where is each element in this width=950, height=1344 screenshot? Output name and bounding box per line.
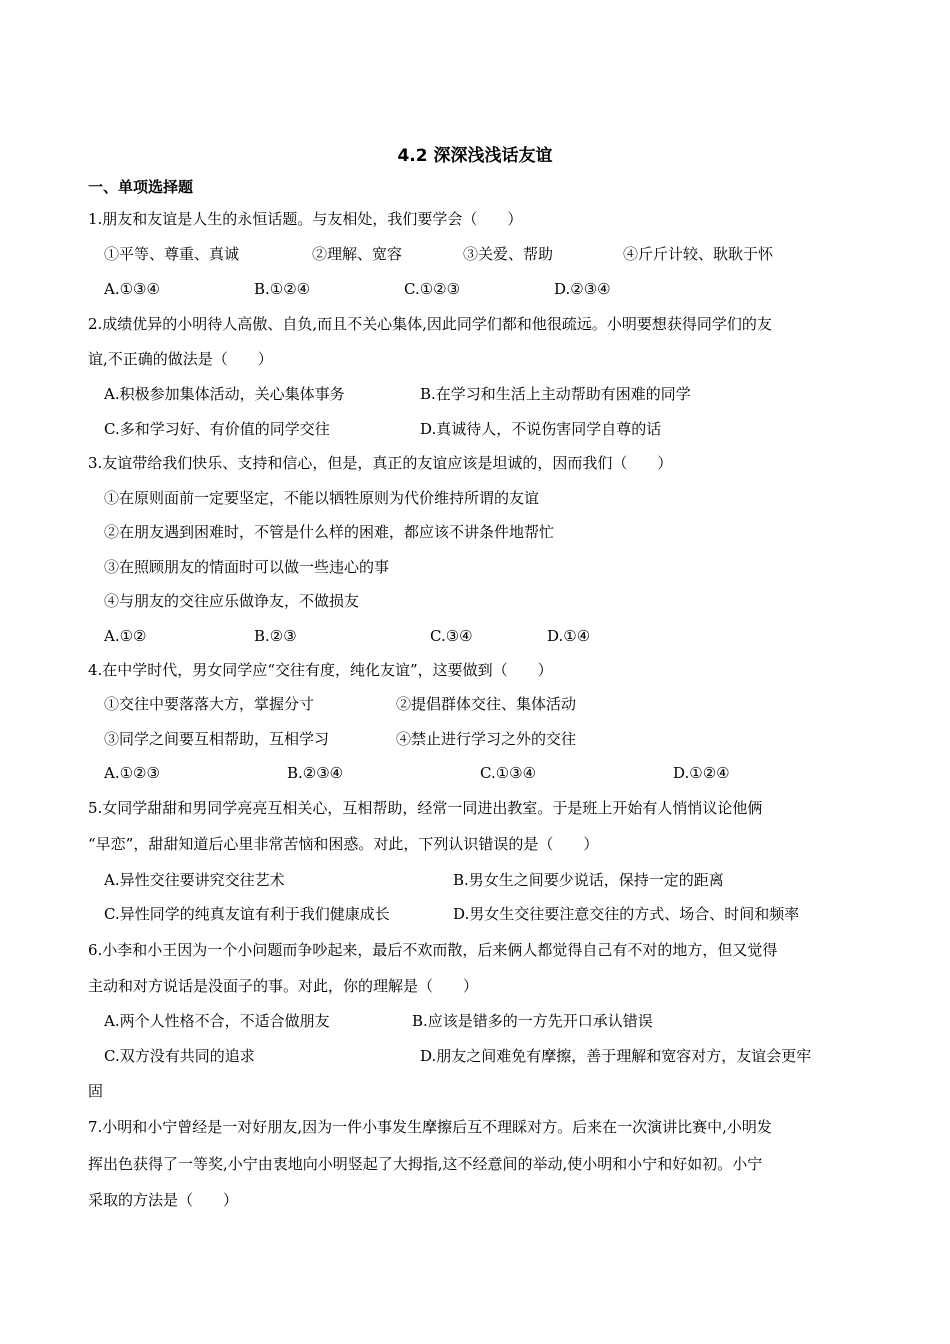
question-4-stem: 4.在中学时代，男女同学应“交往有度，纯化友谊”，这要做到（ ）: [88, 661, 553, 679]
q5-option-b: B.男女生之间要少说话，保持一定的距离: [453, 871, 724, 889]
page-title: 4.2 深深浅浅话友谊: [397, 146, 553, 166]
q4-item-2: ②提倡群体交往、集体活动: [396, 695, 577, 713]
q3-option-d: D.①④: [547, 627, 591, 645]
q6-option-c: C.双方没有共同的追求: [104, 1047, 255, 1065]
question-7-stem-line3: 采取的方法是（ ）: [88, 1191, 239, 1209]
question-2-stem-line2: 谊,不正确的做法是（ ）: [88, 350, 273, 368]
question-7-stem-line2: 挥出色获得了一等奖,小宁由衷地向小明竖起了大拇指,这不经意间的举动,使小明和小宁和好如初。小宁: [88, 1155, 763, 1173]
question-2-stem-line1: 2.成绩优异的小明待人高傲、自负,而且不关心集体,因此同学们都和他很疏远。小明要想获得同学们的友: [88, 315, 772, 333]
q1-option-b: B.①②④: [254, 280, 311, 298]
q3-option-c: C.③④: [430, 627, 473, 645]
q3-item-2: ②在朋友遇到困难时，不管是什么样的困难，都应该不讲条件地帮忙: [104, 523, 555, 541]
q5-option-c: C.异性同学的纯真友谊有利于我们健康成长: [104, 905, 390, 923]
question-5-stem-line2: “早恋”，甜甜知道后心里非常苦恼和困惑。对此，下列认识错误的是（ ）: [88, 835, 599, 853]
question-6-stem-line2: 主动和对方说话是没面子的事。对此，你的理解是（ ）: [88, 977, 479, 995]
q2-option-c: C.多和学习好、有价值的同学交往: [104, 420, 330, 438]
question-5-stem-line1: 5.女同学甜甜和男同学亮亮互相关心，互相帮助，经常一同进出教室。于是班上开始有人悄悄议论他俩: [88, 799, 763, 817]
q4-item-1: ①交往中要落落大方，掌握分寸: [104, 695, 315, 713]
q1-option-d: D.②③④: [554, 280, 611, 298]
question-6-stem-line1: 6.小李和小王因为一个小问题而争吵起来，最后不欢而散，后来俩人都觉得自己有不对的地方，但又觉得: [88, 941, 778, 959]
q2-option-d: D.真诚待人，不说伤害同学自尊的话: [420, 420, 662, 438]
q1-item-1: ①平等、尊重、真诚: [104, 245, 240, 263]
q4-option-d: D.①②④: [673, 764, 730, 782]
q3-item-1: ①在原则面前一定要坚定，不能以牺牲原则为代价维持所谓的友谊: [104, 489, 540, 507]
q3-option-b: B.②③: [254, 627, 297, 645]
q6-option-d: D.朋友之间难免有摩擦，善于理解和宽容对方，友谊会更牢: [420, 1047, 812, 1065]
q4-option-a: A.①②③: [104, 764, 160, 782]
q4-item-4: ④禁止进行学习之外的交往: [396, 730, 577, 748]
q1-item-3: ③关爱、帮助: [463, 245, 554, 263]
q4-option-c: C.①③④: [480, 764, 537, 782]
question-3-stem: 3.友谊带给我们快乐、支持和信心，但是，真正的友谊应该是坦诚的，因而我们（ ）: [88, 454, 673, 472]
q1-option-c: C.①②③: [404, 280, 461, 298]
q5-option-d: D.男女生交往要注意交往的方式、场合、时间和频率: [453, 905, 800, 923]
q3-item-4: ④与朋友的交往应乐做诤友，不做损友: [104, 592, 360, 610]
q6-option-b: B.应该是错多的一方先开口承认错误: [412, 1012, 653, 1030]
q1-item-4: ④斤斤计较、耿耿于怀: [623, 245, 774, 263]
q3-item-3: ③在照顾朋友的情面时可以做一些违心的事: [104, 558, 390, 576]
q1-option-a: A.①③④: [104, 280, 160, 298]
q5-option-a: A.异性交往要讲究交往艺术: [104, 871, 285, 889]
q2-option-b: B.在学习和生活上主动帮助有困难的同学: [420, 385, 691, 403]
question-1-stem: 1.朋友和友谊是人生的永恒话题。与友相处，我们要学会（ ）: [88, 210, 523, 228]
q1-item-2: ②理解、宽容: [312, 245, 403, 263]
section-heading: 一、单项选择题: [88, 178, 194, 196]
q6-option-a: A.两个人性格不合，不适合做朋友: [104, 1012, 330, 1030]
q3-option-a: A.①②: [104, 627, 147, 645]
question-7-stem-line1: 7.小明和小宁曾经是一对好朋友,因为一件小事发生摩擦后互不理睬对方。后来在一次演讲比赛中,小明发: [88, 1118, 772, 1136]
q4-option-b: B.②③④: [287, 764, 344, 782]
q6-option-d-wrap: 固: [88, 1082, 104, 1100]
q4-item-3: ③同学之间要互相帮助，互相学习: [104, 730, 330, 748]
q2-option-a: A.积极参加集体活动，关心集体事务: [104, 385, 345, 403]
